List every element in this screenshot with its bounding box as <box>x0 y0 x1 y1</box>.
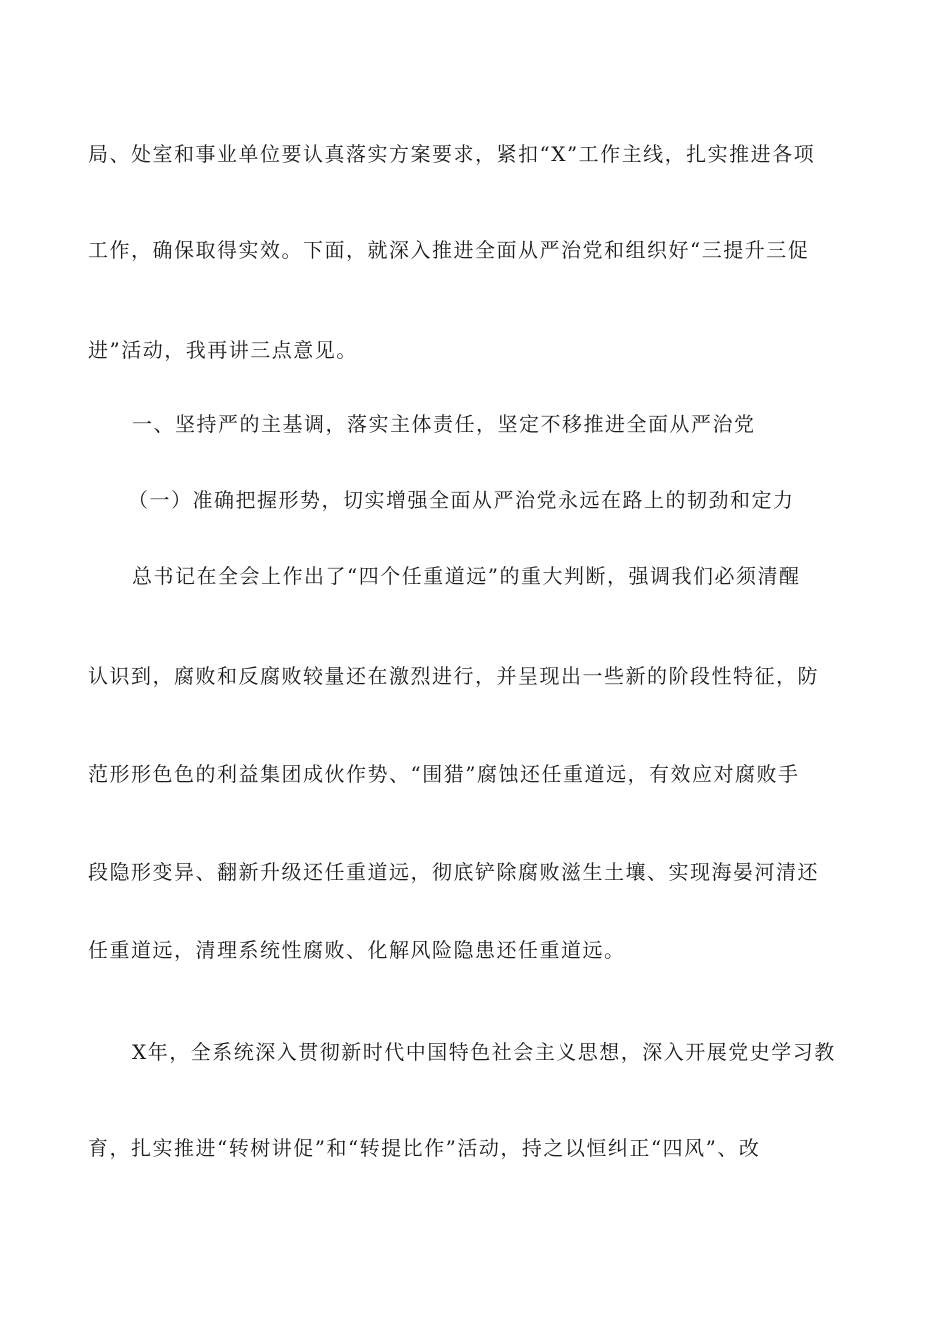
paragraph-line: 育，扎实推进“转树讲促”和“转提比作”活动，持之以恒纠正“四风”、改 <box>88 1136 761 1160</box>
section-heading: 一、坚持严的主基调，落实主体责任，坚定不移推进全面从严治党 <box>132 412 756 436</box>
subsection-heading: （一）准确把握形势，切实增强全面从严治党永远在路上的韧劲和定力 <box>128 488 795 512</box>
paragraph-line: 范形形色色的利益集团成伙作势、“围猎”腐蚀还任重道远，有效应对腐败手 <box>88 762 800 786</box>
paragraph-line: 任重道远，清理系统性腐败、化解风险隐患还任重道远。 <box>88 938 626 962</box>
paragraph-line: 局、处室和事业单位要认真落实方案要求，紧扣“X”工作主线，扎实推进各项 <box>88 142 816 166</box>
paragraph-line: 进”活动，我再讲三点意见。 <box>88 338 358 362</box>
paragraph-line: 工作，确保取得实效。下面，就深入推进全面从严治党和组织好“三提升三促 <box>88 238 810 262</box>
paragraph-line: 段隐形变异、翻新升级还任重道远，彻底铲除腐败滋生土壤、实现海晏河清还 <box>88 860 819 884</box>
paragraph-line: X年，全系统深入贯彻新时代中国特色社会主义思想，深入开展党史学习教 <box>132 1040 836 1064</box>
paragraph-line: 总书记在全会上作出了“四个任重道远”的重大判断，强调我们必须清醒 <box>132 564 801 588</box>
paragraph-line: 认识到，腐败和反腐败较量还在激烈进行，并呈现出一些新的阶段性特征，防 <box>88 664 819 688</box>
